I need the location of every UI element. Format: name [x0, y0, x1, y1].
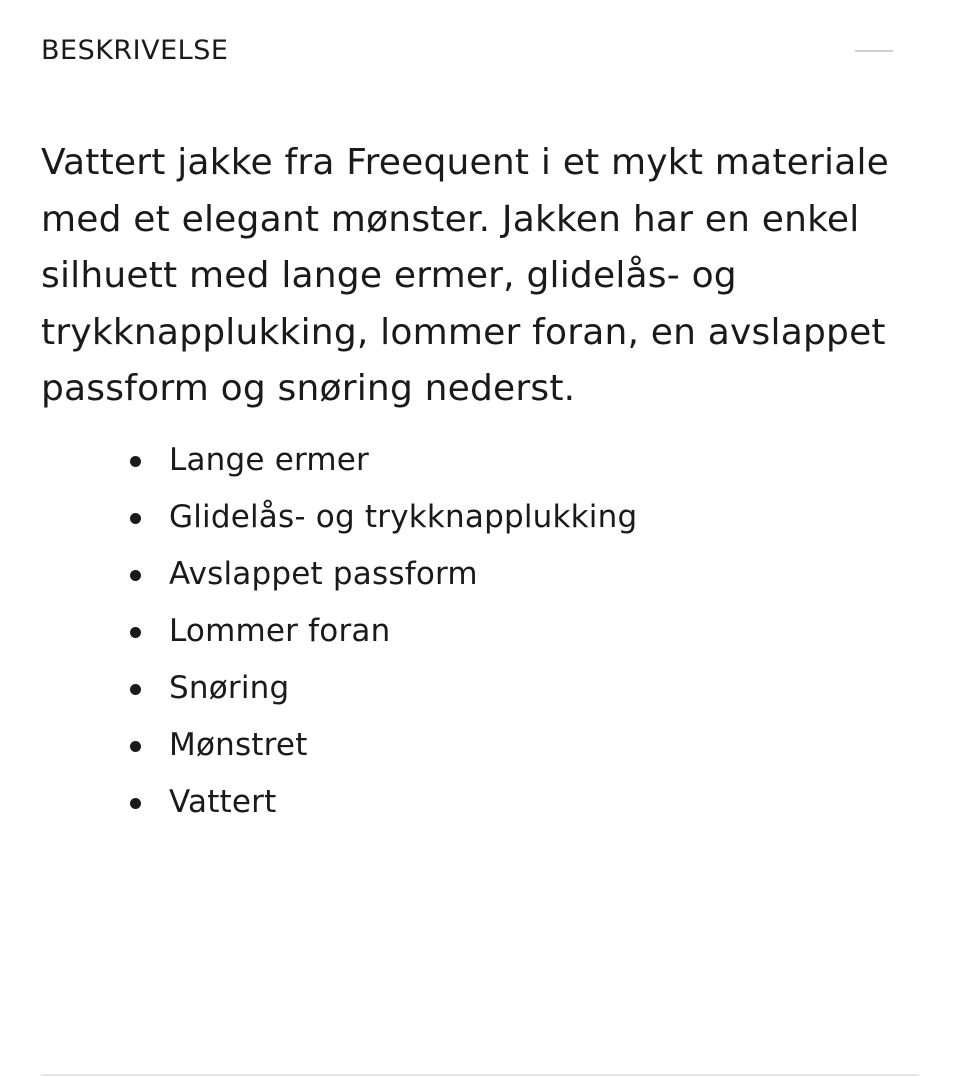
feature-item — [0, 489, 900, 546]
feature-label: Vattert — [169, 784, 277, 820]
feature-label: Lange ermer — [169, 442, 370, 478]
feature-label: Glidelås- og trykknapplukking — [169, 499, 638, 535]
bullet-icon — [130, 741, 141, 752]
feature-item — [0, 660, 900, 717]
feature-item — [0, 546, 900, 603]
feature-item — [0, 774, 900, 831]
bullet-icon — [130, 570, 141, 581]
bullet-icon — [130, 684, 141, 695]
feature-item — [0, 432, 900, 489]
feature-list — [0, 432, 900, 831]
bullet-icon — [130, 456, 141, 467]
bullet-icon — [130, 798, 141, 809]
minus-icon[interactable] — [846, 36, 902, 66]
feature-item — [0, 603, 900, 660]
section-divider — [41, 1074, 919, 1076]
feature-label: Avslappet passform — [169, 556, 478, 592]
bullet-icon — [130, 627, 141, 638]
feature-item — [0, 717, 900, 774]
feature-label: Mønstret — [169, 727, 308, 763]
section-title: BESKRIVELSE — [41, 35, 229, 66]
feature-label: Lommer foran — [169, 613, 391, 649]
bullet-icon — [130, 513, 141, 524]
accordion-header[interactable] — [0, 0, 960, 100]
feature-label: Snøring — [169, 670, 290, 706]
product-description: Vattert jakke fra Freequent i et mykt materiale med et elegant mønster. Jakken har en enkel silhuett med lange ermer, glidelås- og trykknapplukking, lommer foran, en avslappet passform og snøring nederst. — [41, 142, 889, 409]
